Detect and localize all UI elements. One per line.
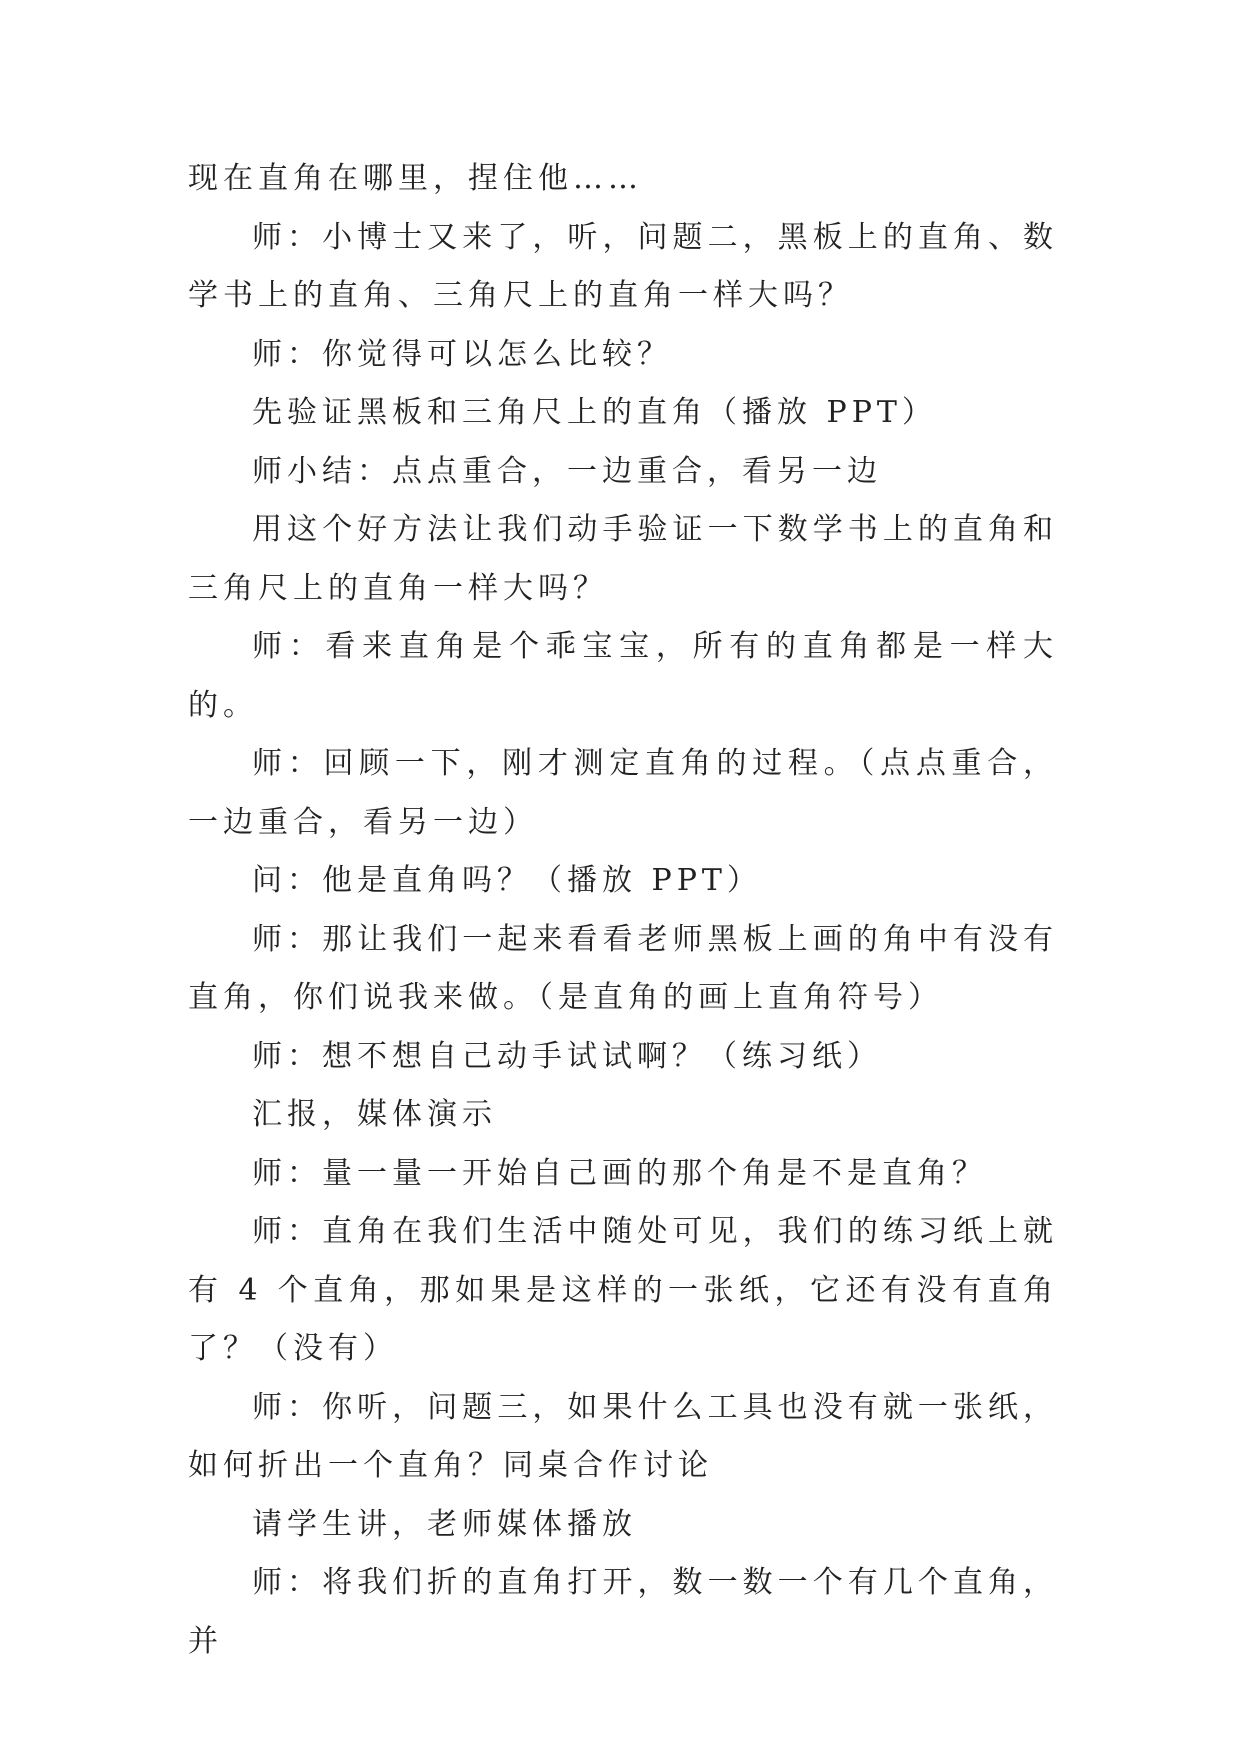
paragraph: 请学生讲，老师媒体播放: [252, 1506, 637, 1542]
paragraph: 师：直角在我们生活中随处可见，我们的练习纸上就有 4 个直角，那如果是这样的一张纸，它还有没有直角了？（没有）: [188, 1214, 1058, 1366]
paragraph: 师：将我们折的直角打开，数一数一个有几个直角，并: [188, 1565, 1058, 1659]
paragraph: 师：你听，问题三，如果什么工具也没有就一张纸，如何折出一个直角？同桌合作讨论: [188, 1389, 1058, 1483]
paragraph: 师：那让我们一起来看看老师黑板上画的角中有没有直角，你们说我来做。（是直角的画上直角符号）: [188, 921, 1058, 1015]
paragraph: 先验证黑板和三角尺上的直角（播放 PPT）: [252, 395, 937, 430]
paragraph: 问：他是直角吗？（播放 PPT）: [252, 863, 762, 898]
paragraph: 师小结：点点重合，一边重合，看另一边: [252, 453, 882, 489]
paragraph: 师：量一量一开始自己画的那个角是不是直角？: [252, 1155, 987, 1191]
paragraph: 师：你觉得可以怎么比较？: [252, 336, 672, 372]
paragraph: 师：想不想自己动手试试啊？（练习纸）: [252, 1038, 882, 1074]
paragraph: 现在直角在哪里，捏住他……: [188, 161, 643, 196]
document-body: [188, 150, 1058, 1671]
paragraph: 师：看来直角是个乖宝宝，所有的直角都是一样大的。: [188, 629, 1058, 723]
paragraph: 师：回顾一下，刚才测定直角的过程。（点点重合，一边重合，看另一边）: [188, 746, 1058, 840]
paragraph: 汇报，媒体演示: [252, 1097, 497, 1132]
paragraph: 用这个好方法让我们动手验证一下数学书上的直角和三角尺上的直角一样大吗？: [188, 512, 1058, 606]
paragraph: 师：小博士又来了，听，问题二，黑板上的直角、数学书上的直角、三角尺上的直角一样大吗？: [188, 219, 1058, 313]
